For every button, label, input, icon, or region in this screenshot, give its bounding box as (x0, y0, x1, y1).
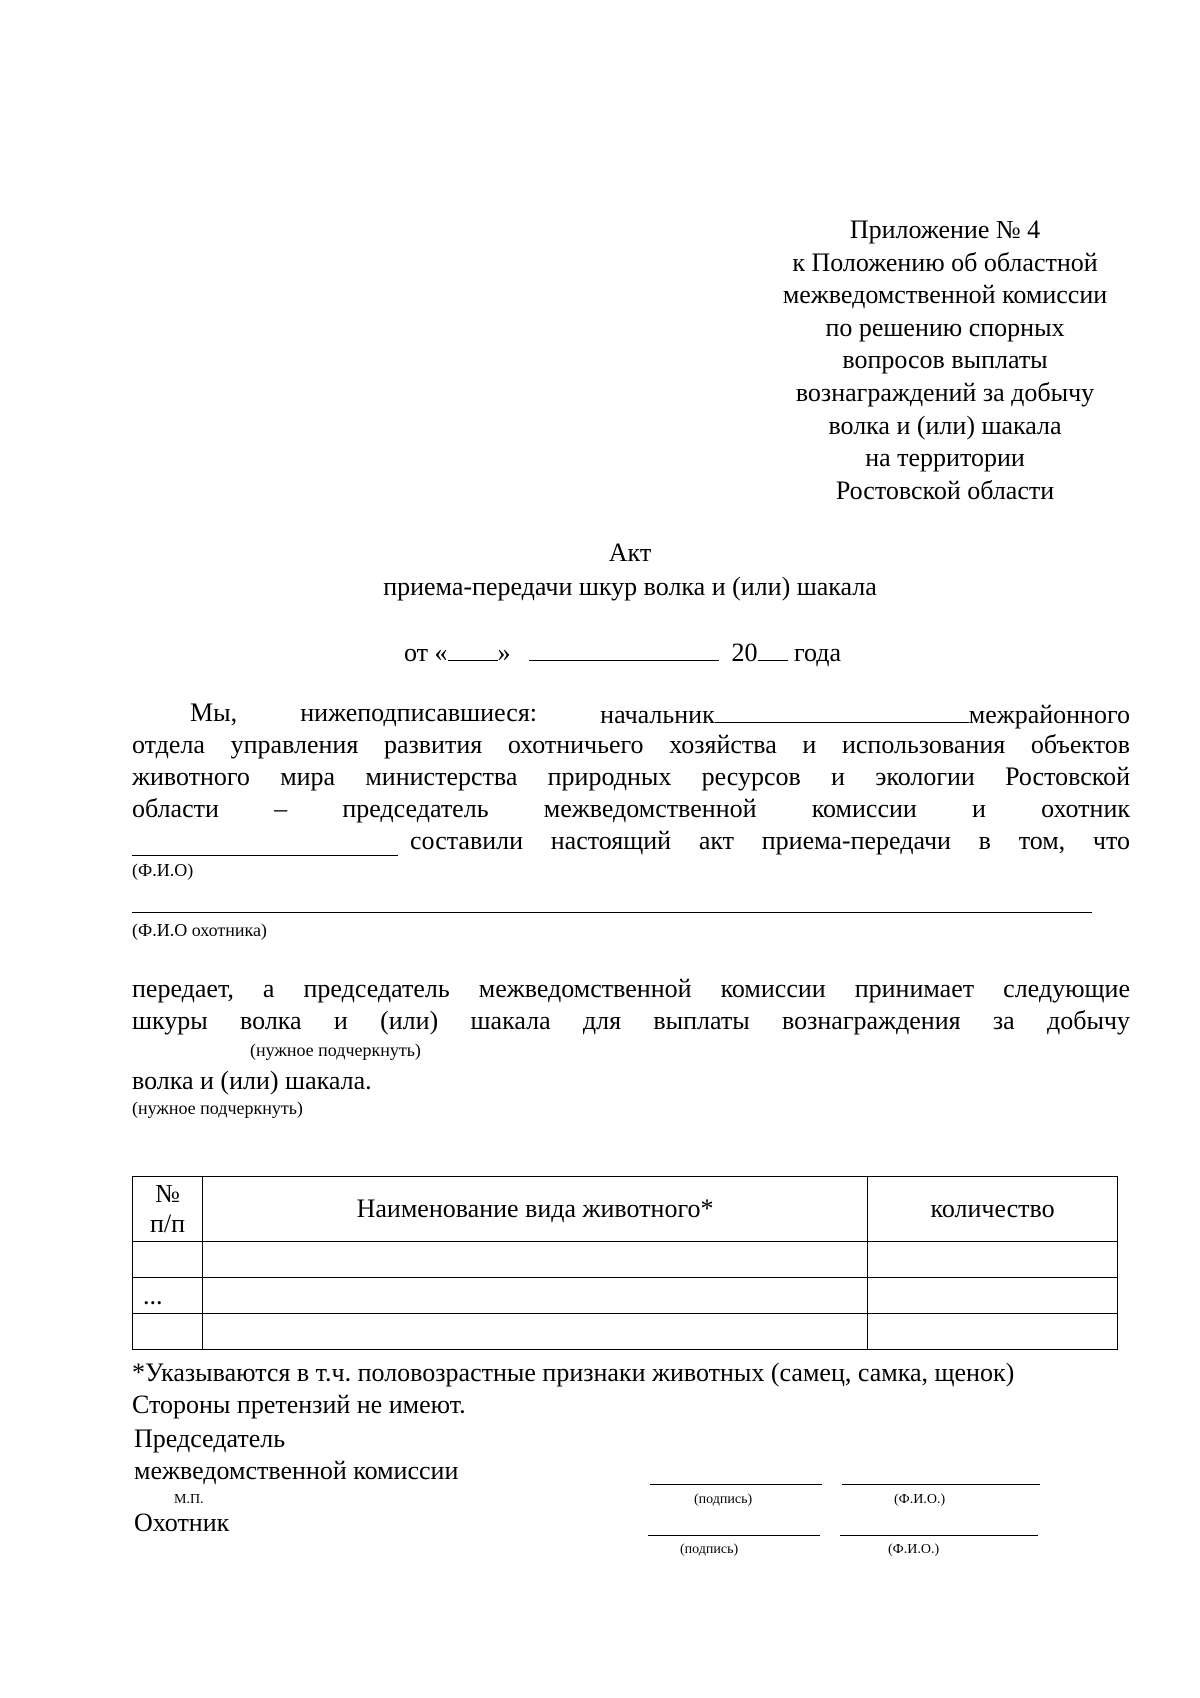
body-line-6: передает, а председатель межведомственной комиссии принимает следующие (132, 974, 1130, 1003)
table-header-row (133, 1177, 1118, 1242)
hunter-fio-blank[interactable] (840, 1535, 1038, 1536)
cell-qty[interactable] (868, 1242, 1118, 1278)
body-line-1 (190, 698, 1130, 730)
cell-qty[interactable] (868, 1314, 1118, 1350)
cell-name[interactable] (202, 1242, 867, 1278)
appendix-line: Приложение № 4 (849, 215, 1041, 244)
date-suffix: года (794, 638, 842, 667)
body-line-7: шкуры волка и (или) шакала для выплаты вознаграждения за добычу (132, 1006, 1130, 1035)
table-row (133, 1242, 1118, 1278)
hunter-label: Охотник (134, 1508, 230, 1537)
cell-name[interactable] (202, 1278, 867, 1314)
appendix-header (700, 214, 1190, 507)
header-num-line: № (155, 1179, 180, 1208)
cell-num[interactable] (133, 1314, 203, 1350)
body-word: межрайонного (968, 700, 1130, 729)
skins-table (132, 1176, 1118, 1350)
stamp-label: М.П. (174, 1492, 204, 1507)
body-word: начальник (600, 700, 715, 729)
cell-name[interactable] (202, 1314, 867, 1350)
appendix-line: Ростовской области (835, 475, 1055, 505)
underline-hint: (нужное подчеркнуть) (132, 1098, 303, 1118)
date-day-blank[interactable] (448, 636, 498, 661)
fio-caption: (Ф.И.О.) (888, 1542, 940, 1557)
date-month-blank[interactable] (529, 636, 719, 661)
date-prefix: от « (404, 638, 448, 667)
header-qty: количество (868, 1177, 1118, 1242)
body-line-4: области – председатель межведомственной комиссии и охотник (132, 794, 1130, 823)
signature-caption: (подпись) (680, 1542, 739, 1557)
footnote: *Указываются в т.ч. половозрастные признаки животных (самец, самка, щенок) (132, 1358, 1015, 1387)
fio-caption: (Ф.И.О.) (894, 1492, 946, 1507)
appendix-line: к Положению об областной (792, 247, 1098, 277)
body-line-2: отдела управления развития охотничьего хозяйства и использования объектов (132, 730, 1130, 759)
appendix-line: волка и (или) шакала (828, 410, 1062, 440)
appendix-line: вознаграждений за добычу (795, 377, 1095, 407)
header-name: Наименование вида животного* (202, 1177, 867, 1242)
cell-num[interactable]: ... (133, 1278, 203, 1314)
body-line-8: волка и (или) шакала. (132, 1066, 372, 1095)
date-year-blank[interactable] (758, 636, 788, 661)
appendix-line: по решению спорных (825, 312, 1065, 342)
fio-hunter-caption: (Ф.И.О охотника) (132, 920, 267, 940)
cell-qty[interactable] (868, 1278, 1118, 1314)
document-title: Акт (608, 538, 652, 567)
table-row (133, 1278, 1118, 1314)
chairman-title-line1: Председатель (134, 1424, 286, 1453)
hunter-signature-blank[interactable] (648, 1535, 820, 1536)
chief-clause (600, 698, 1130, 730)
underline-hint: (нужное подчеркнуть) (250, 1040, 421, 1060)
header-num-line: п/п (149, 1209, 185, 1238)
header-num (133, 1177, 203, 1242)
hunter-full-name-blank[interactable] (132, 912, 1092, 913)
body-line-5: составили настоящий акт приема-передачи в том, что (410, 826, 1130, 855)
chairman-title-line2: межведомственной комиссии (134, 1456, 459, 1485)
appendix-line: на территории (865, 443, 1025, 473)
document-subtitle: приема-передачи шкур волка и (или) шакала (383, 572, 877, 601)
body-word: Мы, (190, 698, 238, 727)
cell-num[interactable] (133, 1242, 203, 1278)
appendix-line: межведомственной комиссии (782, 280, 1108, 310)
chairman-fio-blank[interactable] (842, 1484, 1040, 1485)
no-claims-statement: Стороны претензий не имеют. (132, 1390, 466, 1419)
hunter-name-blank[interactable] (132, 855, 398, 856)
appendix-line: вопросов выплаты (842, 345, 1048, 375)
chairman-signature-blank[interactable] (650, 1484, 822, 1485)
date-line (404, 636, 841, 668)
body-word: нижеподписавшиеся: (300, 698, 537, 727)
date-century: 20 (731, 638, 758, 667)
date-quote-close: » (497, 638, 511, 667)
signature-caption: (подпись) (694, 1492, 753, 1507)
body-line-3: животного мира министерства природных ресурсов и экологии Ростовской (132, 762, 1130, 791)
table-row (133, 1314, 1118, 1350)
chief-name-blank[interactable] (715, 698, 969, 723)
fio-caption: (Ф.И.О) (132, 860, 194, 880)
